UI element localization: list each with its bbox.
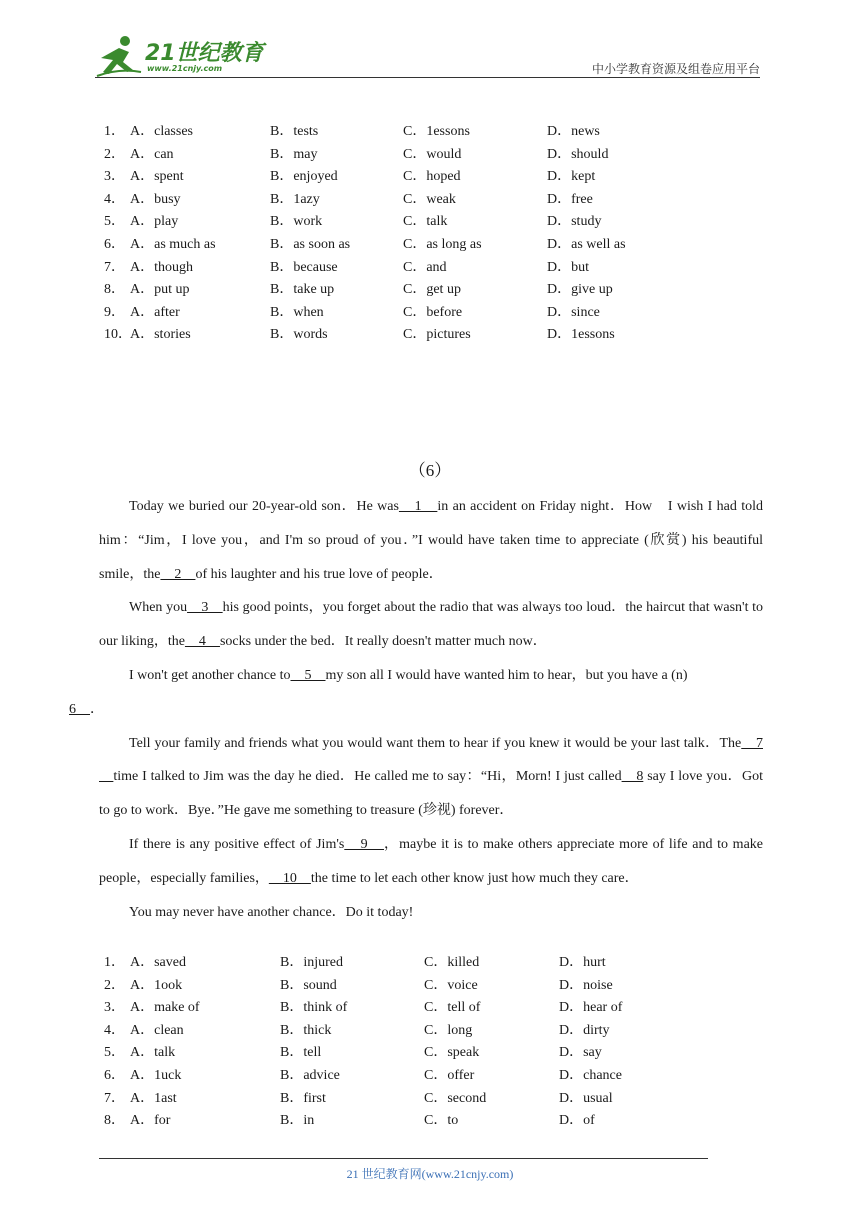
runner-logo-icon [95, 34, 143, 78]
question-number: 7． [104, 1090, 125, 1106]
question-number: 5． [104, 1045, 125, 1061]
option-a: A．after [130, 304, 180, 320]
option-c: C．get up [403, 282, 461, 298]
paragraph-5: If there is any positive effect of Jim's＿9＿，maybe it is to make others appreciate more of life and to make people，especially families，＿10＿the time to let each other know just how much they care． [99, 836, 764, 886]
question-number: 9． [104, 304, 125, 320]
option-b: B．first [280, 1090, 326, 1106]
blank-8: ＿8 [621, 769, 644, 785]
option-c: C．talk [403, 214, 448, 230]
option-c: C．1essons [403, 124, 470, 139]
blank-4: ＿4＿ [184, 634, 220, 650]
option-d: D．free [547, 191, 593, 207]
logo-url: www.21cnjy.com [147, 64, 223, 73]
blank-9: ＿9＿ [344, 836, 384, 852]
paragraph-2: When you＿3＿his good points，you forget about the radio that was always too loud．the haircut that wasn't to our liking，the＿4＿socks under the bed．It really doesn't matter much now． [99, 600, 763, 650]
question-number: 8． [104, 1113, 125, 1129]
option-d: D．of [559, 1113, 595, 1129]
option-b: B．when [270, 304, 324, 320]
option-a: A．saved [130, 955, 186, 970]
paragraph-4: Tell your family and friends what you would want them to hear if you knew it would be your last talk．The＿7＿time I talked to Jim was the day he died．He called me to say：“Hi，Morn! I just called＿8 say I love you．Got to go to work．Bye．”He gave me something to treasure (珍视) forever． [99, 735, 763, 819]
option-b: B．tell [280, 1045, 322, 1061]
option-c: C．offer [424, 1067, 475, 1083]
option-b: B．thick [280, 1022, 332, 1038]
paragraph-6: You may never have another chance．Do it today! [129, 904, 414, 920]
blank-7: ＿7＿ [99, 735, 763, 785]
option-a: A．1uck [130, 1067, 182, 1083]
option-c: C．long [424, 1022, 473, 1038]
question-number: 7． [104, 259, 125, 275]
blank-10: ＿10＿ [268, 870, 311, 886]
option-d: D．1essons [547, 327, 615, 343]
option-c: C．killed [424, 955, 480, 970]
option-b: B．1azy [270, 191, 320, 207]
option-b: B．injured [280, 955, 343, 970]
platform-name: 中小学教育资源及组卷应用平台 [591, 62, 760, 76]
question-number: 3． [104, 169, 125, 185]
option-b: B．words [270, 327, 328, 343]
option-d: D．hear of [559, 1000, 623, 1016]
option-a: A．stories [130, 327, 191, 343]
question-number: 6． [104, 236, 125, 252]
option-c: C．would [403, 146, 462, 162]
option-d: D．as well as [547, 236, 626, 252]
question-number: 1． [104, 955, 125, 970]
option-b: B．enjoyed [270, 169, 338, 185]
option-d: D．news [547, 124, 600, 139]
option-d: D．usual [559, 1090, 613, 1106]
blank-6: 6＿ [69, 701, 90, 717]
question-number: 1． [104, 124, 125, 139]
option-d: D．dirty [559, 1022, 610, 1038]
question-number: 4． [104, 1022, 125, 1038]
option-c: C．to [424, 1113, 459, 1129]
blank-2: ＿2＿ [160, 566, 196, 582]
passage [69, 490, 764, 929]
option-a: A．make of [130, 1000, 200, 1016]
option-d: D．but [547, 259, 589, 275]
option-d: D．hurt [559, 955, 606, 970]
option-c: C．pictures [403, 327, 471, 343]
header-divider [95, 77, 760, 78]
paragraph-3: I won't get another chance to＿5＿my son all I would have wanted him to hear，but you have a (n) 6＿． [69, 667, 688, 717]
option-d: D．chance [559, 1067, 622, 1083]
option-c: C．weak [403, 191, 456, 207]
option-a: A．1ook [130, 977, 183, 993]
option-c: C．speak [424, 1045, 480, 1061]
option-c: C．as long as [403, 236, 482, 252]
option-d: D．kept [547, 169, 596, 185]
option-a: A．can [130, 146, 174, 162]
option-a: A．for [130, 1113, 171, 1129]
option-b: B．work [270, 214, 323, 230]
question-number: 5． [104, 214, 125, 230]
option-c: C．second [424, 1090, 487, 1106]
question-number: 3． [104, 1000, 125, 1016]
option-a: A．play [130, 214, 179, 230]
question-number: 4． [104, 191, 125, 207]
option-b: B．think of [280, 1000, 348, 1016]
option-c: C．tell of [424, 1000, 481, 1016]
option-a: A．1ast [130, 1090, 177, 1106]
footer-text: 21 世纪教育网(www.21cnjy.com) [346, 1167, 514, 1181]
option-c: C．voice [424, 977, 478, 993]
logo-text: 21世纪教育 [145, 41, 264, 66]
question-number: 8． [104, 282, 125, 298]
footer-divider [99, 1158, 708, 1159]
option-d: D．study [547, 214, 602, 230]
option-a: A．though [130, 259, 193, 275]
option-d: D．say [559, 1045, 602, 1061]
option-a: A．clean [130, 1022, 184, 1038]
blank-1: ＿1＿ [398, 499, 438, 514]
option-c: C．before [403, 304, 463, 320]
question-number: 2． [104, 146, 125, 162]
option-b: B．may [270, 146, 318, 162]
blank-5: ＿5＿ [290, 667, 326, 683]
option-a: A．busy [130, 191, 181, 207]
page-header [95, 30, 760, 78]
option-b: B．as soon as [270, 236, 351, 252]
option-a: A．talk [130, 1045, 176, 1061]
option-c: C．and [403, 259, 447, 275]
option-d: D．give up [547, 282, 613, 298]
option-d: D．noise [559, 977, 613, 993]
option-a: A．classes [130, 124, 193, 139]
option-a: A．as much as [130, 236, 216, 252]
option-a: A．spent [130, 169, 184, 185]
option-b: B．take up [270, 282, 335, 298]
option-d: D．since [547, 304, 600, 320]
option-c: C．hoped [403, 169, 461, 185]
blank-3: ＿3＿ [187, 600, 223, 616]
paragraph-1: Today we buried our 20-year-old son．He was＿1＿in an accident on Friday night．How I wish I had told him：“Jim，I love you，and I'm so proud of you．”I would have taken time to appreciate (欣赏) his beautiful smile，the＿2＿of his laughter and his true love of people． [99, 499, 764, 582]
question-number: 2． [104, 977, 125, 993]
option-b: B．tests [270, 124, 319, 139]
option-b: B．advice [280, 1067, 340, 1083]
logo [95, 34, 265, 78]
option-d: D．should [547, 146, 609, 162]
option-a: A．put up [130, 282, 190, 298]
section-title: （6） [408, 461, 452, 480]
option-b: B．in [280, 1113, 315, 1129]
question-number: 6． [104, 1067, 125, 1083]
option-b: B．sound [280, 977, 337, 993]
option-b: B．because [270, 259, 338, 275]
question-number: 10． [104, 327, 132, 343]
